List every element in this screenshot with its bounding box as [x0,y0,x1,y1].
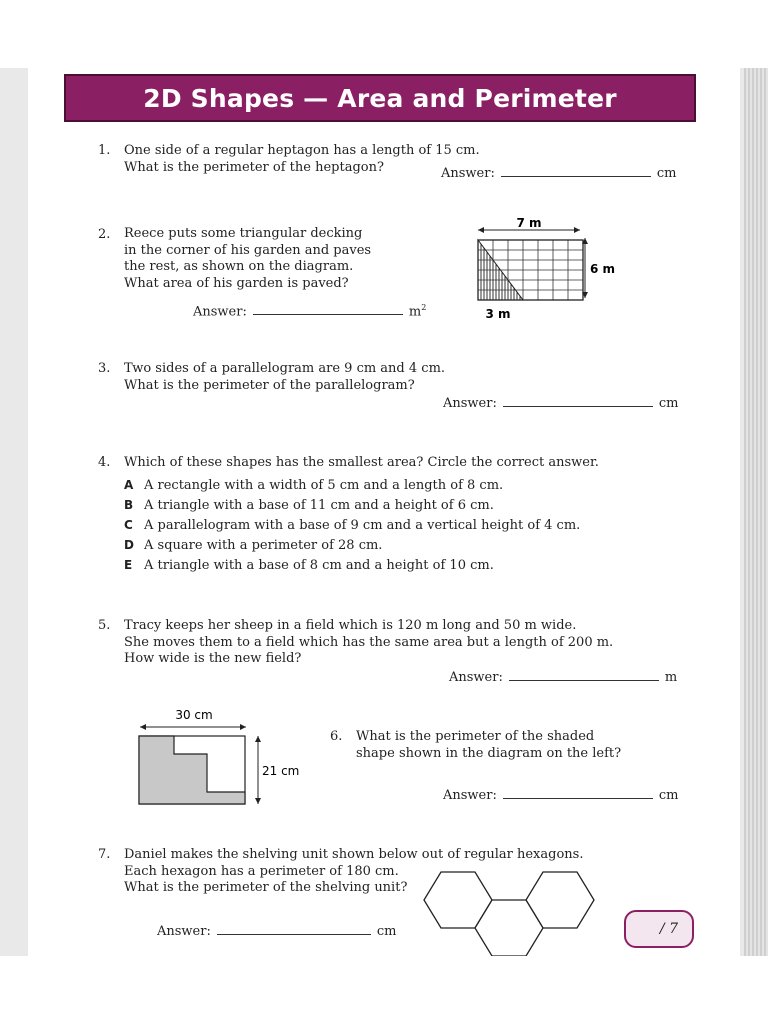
q1-answer [441,166,676,181]
option-text: A parallelogram with a base of 9 cm and a vertical height of 4 cm. [144,518,581,533]
q6-answer-line[interactable] [503,788,653,799]
q5-line: How wide is the new field? [124,651,302,666]
answer-label: Answer: [443,396,497,411]
q3-answer-line[interactable] [503,396,653,407]
width-label: 7 m [516,218,542,230]
answer-unit: cm [376,924,397,939]
option-text: A triangle with a base of 11 cm and a height of 6 cm. [144,498,494,513]
q6-number: 6. [330,729,343,744]
q6-height-label: 21 cm [262,764,300,778]
q1-text [124,143,480,176]
q6-text [356,729,621,762]
q4-option-a[interactable] [124,478,503,493]
q4-option-e[interactable] [124,558,494,573]
q5-answer-line[interactable] [509,670,659,681]
q2-line: Reece puts some triangular decking [124,226,363,241]
q2-line: in the corner of his garden and paves [124,242,372,258]
answer-unit: m [408,304,422,320]
q2-line: What area of his garden is paved? [124,275,349,291]
q3-text [124,361,445,394]
q4-option-c[interactable] [124,518,580,533]
option-letter: A [124,478,134,492]
q6-line: shape shown in the diagram on the left? [356,745,622,761]
q2-line: the rest, as shown on the diagram. [124,259,354,274]
q5-line: She moves them to a field which has the same area but a length of 200 m. [124,634,614,650]
q2-answer [193,303,426,319]
answer-label: Answer: [193,304,247,320]
option-letter: E [124,558,133,572]
title-banner [64,74,696,122]
q2-number: 2. [98,227,111,242]
base-label: 3 m [485,307,511,321]
q3-line: Two sides of a parallelogram are 9 cm and 4 cm. [124,361,446,376]
option-text: A square with a perimeter of 28 cm. [144,538,383,553]
q4-option-d[interactable] [124,538,382,553]
answer-label: Answer: [157,924,211,939]
q1-line: What is the perimeter of the heptagon? [124,159,384,175]
hexagon-shelving-diagram [420,868,600,956]
q7-line: What is the perimeter of the shelving unit? [124,880,408,895]
q7-answer-line[interactable] [217,924,371,935]
q3-number: 3. [98,361,111,376]
answer-unit: m [664,670,678,685]
answer-unit: cm [658,788,679,803]
arrow-left-icon [140,724,146,730]
option-text: A rectangle with a width of 5 cm and a length of 8 cm. [144,478,504,493]
option-letter: B [124,498,134,512]
q7-line: Daniel makes the shelving unit shown below out of regular hexagons. [124,847,584,862]
q4-text: Which of these shapes has the smallest area? Circle the correct answer. [124,455,599,470]
q2-answer-line[interactable] [253,304,403,315]
score-box [624,910,694,948]
q1-answer-line[interactable] [501,166,651,177]
arrow-right-icon [240,724,246,730]
option-letter: D [124,538,134,552]
q7-answer [157,924,396,939]
page-title: 2D Shapes — Area and Perimeter [143,83,617,113]
q6-width-label: 30 cm [175,708,213,722]
answer-label: Answer: [443,788,497,803]
q5-text [124,618,613,668]
garden-grid [478,240,583,300]
arrow-right-icon [574,227,580,233]
arrow-up-icon [255,736,261,742]
height-label: 6 m [590,262,616,276]
option-letter: C [124,518,133,532]
garden-diagram [468,218,628,324]
q7-number: 7. [98,847,111,862]
q7-line: Each hexagon has a perimeter of 180 cm. [124,863,399,879]
answer-unit-superscript: 2 [421,303,427,312]
score-total: / 7 [659,921,678,937]
shaded-shape-diagram [130,704,310,810]
q1-number: 1. [98,143,111,158]
answer-unit: cm [658,396,679,411]
q4-number: 4. [98,455,111,470]
option-text: A triangle with a base of 8 cm and a height of 10 cm. [144,558,494,573]
q3-answer [443,396,678,411]
book-spine-edge [744,68,768,956]
q5-number: 5. [98,618,111,633]
q4-option-b[interactable] [124,498,494,513]
answer-label: Answer: [449,670,503,685]
q3-line: What is the perimeter of the parallelogram? [124,377,415,393]
arrow-left-icon [478,227,484,233]
q2-text [124,226,371,292]
q1-line: One side of a regular heptagon has a length of 15 cm. [124,143,480,158]
answer-unit: cm [656,166,677,181]
q6-answer [443,788,678,803]
q5-answer [449,670,677,685]
q6-line: What is the perimeter of the shaded [356,729,595,744]
arrow-down-icon [255,798,261,804]
answer-label: Answer: [441,166,495,181]
q5-line: Tracy keeps her sheep in a field which is 120 m long and 50 m wide. [124,618,577,633]
